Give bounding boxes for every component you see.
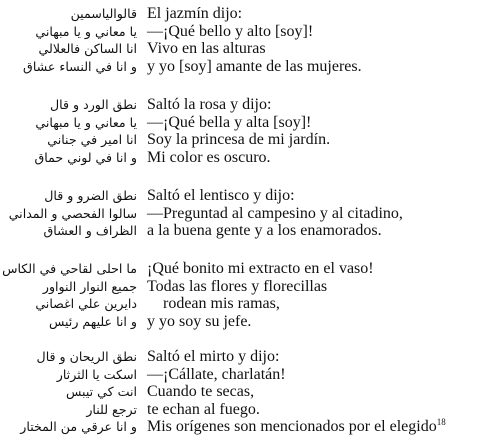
spanish-line: —Preguntad al campesino y al citadino, — [147, 204, 403, 222]
spanish-line-text: Mis orígenes son mencionados por el elegido — [147, 418, 437, 435]
arabic-line: يا معاني و يا مبهاني — [35, 23, 137, 39]
arabic-line: جميع النوار النواور — [42, 278, 137, 294]
spanish-line: —¡Qué bello y alto [soy]! — [147, 22, 314, 40]
arabic-line: اسكت يا الثرثار — [56, 366, 137, 382]
arabic-line: نطق الورد و قال — [50, 97, 137, 112]
spanish-line: El jazmín dijo: — [147, 5, 243, 22]
spanish-line: a la buena gente y a los enamorados. — [147, 222, 382, 239]
arabic-line: انا الساكن فالعلالي — [38, 41, 137, 56]
arabic-line: سالوا الفحصي و المداني — [8, 205, 137, 221]
spanish-verse — [147, 96, 492, 166]
spanish-line: ¡Qué bonito mi extracto en el vaso! — [147, 260, 374, 277]
arabic-line: و انا في لوني حماق — [34, 149, 137, 165]
spanish-line: te echan al fuego. — [147, 400, 260, 418]
spanish-line: Saltó el mirto y dijo: — [147, 348, 280, 365]
arabic-line: نطق الريحان و قال — [36, 349, 137, 364]
spanish-line: Cuando te secas, — [147, 383, 255, 400]
spanish-verse — [147, 187, 492, 240]
arabic-line: و انا عرقي من المختار — [20, 419, 137, 434]
arabic-verse — [0, 260, 137, 330]
spanish-verse — [147, 5, 492, 75]
spanish-line: Saltó el lentisco y dijo: — [147, 187, 295, 204]
arabic-verse — [0, 187, 137, 240]
spanish-line: Saltó la rosa y dijo: — [147, 96, 272, 113]
arabic-line: انا امير في جناني — [47, 132, 137, 147]
spanish-line: rodean mis ramas, — [163, 295, 280, 312]
arabic-verse — [0, 96, 137, 166]
arabic-line: نطق الضرو و قال — [44, 188, 137, 203]
spanish-line: Mi color es oscuro. — [147, 148, 271, 166]
spanish-verse — [147, 348, 492, 436]
arabic-line: ما احلى لقاحي في الكاس — [2, 261, 137, 276]
spanish-verse — [147, 260, 492, 330]
footnote-marker[interactable]: 18 — [436, 417, 446, 427]
arabic-line: انت كي تيبس — [65, 384, 137, 399]
arabic-verse — [0, 348, 137, 436]
arabic-line: و انا عليهم رئيس — [48, 313, 137, 329]
spanish-line: Soy la princesa de mi jardín. — [147, 131, 331, 148]
arabic-line: يا معاني و يا مبهاني — [35, 114, 137, 130]
arabic-verse — [0, 5, 137, 75]
spanish-line: —¡Qué bella y alta [soy]! — [147, 113, 312, 131]
spanish-line: —¡Cállate, charlatán! — [147, 365, 286, 383]
arabic-line: قالوالياسمين — [70, 6, 137, 21]
arabic-line: ترجع للنار — [86, 401, 137, 417]
arabic-line: دايرين علي اغصاني — [35, 296, 137, 311]
spanish-line: y yo [soy] amante de las mujeres. — [147, 57, 362, 75]
arabic-line: و انا في النساء عشاق — [23, 58, 137, 74]
spanish-line-with-footnote — [147, 418, 492, 436]
spanish-line: Vivo en las alturas — [147, 40, 266, 57]
spanish-line: y yo soy su jefe. — [147, 312, 252, 330]
arabic-line: الظراف و العشاق — [43, 223, 137, 238]
spanish-line: Todas las flores y florecillas — [147, 277, 328, 295]
